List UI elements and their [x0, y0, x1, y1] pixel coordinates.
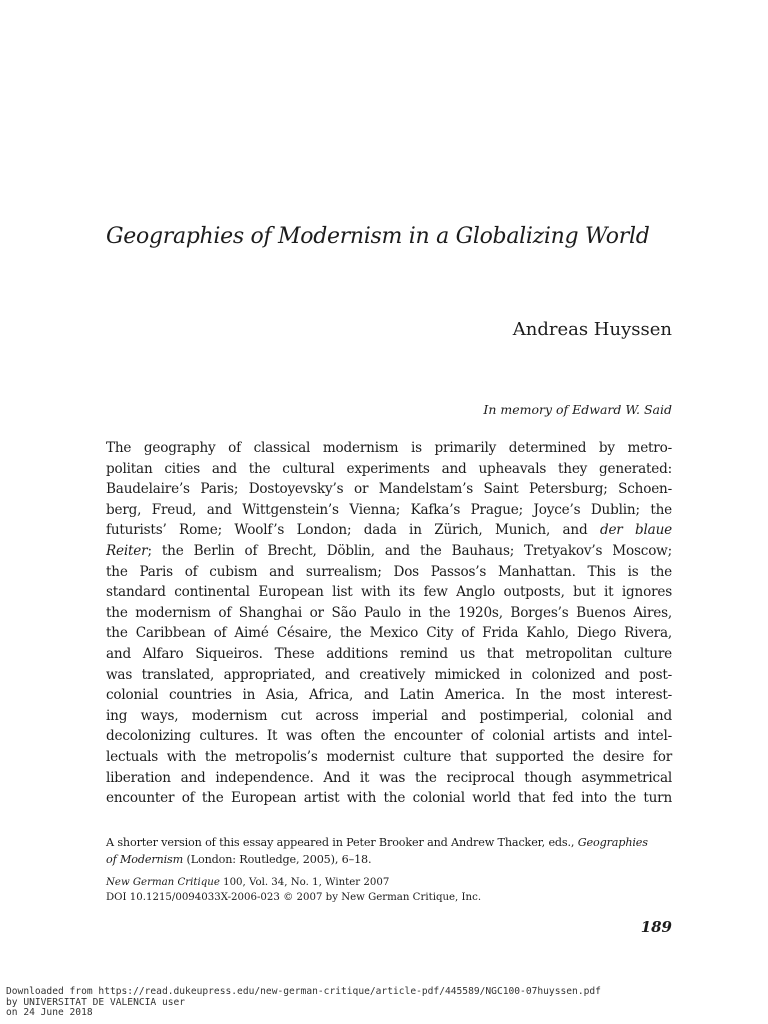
body-line	[106, 644, 672, 665]
body-text: encounter of the European artist with the colonial world that fed into the turn	[106, 790, 672, 807]
footnote-line	[106, 851, 672, 868]
article-title: Geographies of Modernism in a Globalizing World	[106, 224, 650, 249]
body-text: politan cities and the cultural experiments and upheavals they generated:	[106, 460, 672, 477]
footnote-text: A shorter version of this essay appeared in Peter Brooker and Andrew Thacker, eds.,	[106, 836, 578, 849]
journal-doi: DOI 10.1215/0094033X-2006-023 © 2007 by New German Critique, Inc.	[106, 891, 482, 903]
body-text: the modernism of Shanghai or São Paulo in the 1920s, Borges’s Buenos Aires,	[106, 604, 672, 621]
dedication: In memory of Edward W. Said	[483, 402, 672, 417]
body-text: lectuals with the metropolis’s modernist culture that supported the desire for	[106, 748, 672, 765]
journal-name: New German Critique	[106, 877, 220, 888]
download-user: by UNIVERSITAT DE VALENCIA user	[6, 996, 186, 1008]
download-url: Downloaded from https://read.dukeupress.edu/new-german-critique/article-pdf/445589/NGC100-07huyssen.pdf	[6, 986, 601, 997]
body-text: liberation and independence. And it was the reciprocal though asymmetrical	[106, 769, 672, 786]
body-line	[106, 438, 672, 459]
body-text: The geography of classical modernism is primarily determined by metro-	[106, 440, 672, 456]
download-date: on 24 June 2018	[6, 1007, 93, 1019]
body-line	[106, 603, 672, 624]
body-text: the Caribbean of Aimé Césaire, the Mexico City of Frida Kahlo, Diego Rivera,	[106, 625, 672, 642]
body-text: futurists’ Rome; Woolf’s London; dada in Zürich, Munich, and	[106, 522, 600, 539]
body-text: Baudelaire’s Paris; Dostoyevsky’s or Mandelstam’s Saint Petersburg; Schoen-	[106, 481, 672, 498]
body-line	[106, 665, 672, 686]
body-text: the Paris of cubism and surrealism; Dos Passos’s Manhattan. This is the	[106, 563, 672, 580]
download-notice	[6, 987, 706, 1019]
body-line	[106, 459, 672, 480]
body-line	[106, 747, 672, 768]
body-line	[106, 582, 672, 603]
body-text: berg, Freud, and Wittgenstein’s Vienna; Kafka’s Prague; Joyce’s Dublin; the	[106, 501, 672, 518]
body-text: ; the Berlin of Brecht, Döblin, and the Bauhaus; Tretyakov’s Moscow;	[147, 542, 672, 559]
body-paragraph	[106, 438, 672, 809]
body-emphasis: Reiter	[106, 542, 148, 559]
body-line	[106, 562, 672, 583]
body-text: ing ways, modernism cut across imperial and postimperial, colonial and	[106, 707, 672, 724]
body-line	[106, 768, 672, 789]
author-name: Andreas Huyssen	[512, 319, 672, 340]
body-text: colonial countries in Asia, Africa, and Latin America. In the most interest-	[106, 687, 672, 704]
body-line	[106, 623, 672, 644]
body-line	[106, 788, 672, 809]
journal-info	[106, 876, 672, 905]
journal-issue-line	[106, 876, 672, 891]
body-line	[106, 685, 672, 706]
body-text: and Alfaro Siqueiros. These additions remind us that metropolitan culture	[106, 645, 672, 662]
body-text: was translated, appropriated, and creatively mimicked in colonized and post-	[106, 666, 672, 683]
body-line	[106, 479, 672, 500]
body-line	[106, 520, 672, 541]
page-number: 189	[640, 918, 672, 936]
journal-issue: 100, Vol. 34, No. 1, Winter 2007	[219, 877, 390, 888]
body-line	[106, 706, 672, 727]
body-line	[106, 541, 672, 562]
footnote	[106, 834, 672, 868]
body-line	[106, 500, 672, 521]
footnote-line	[106, 834, 672, 851]
body-line	[106, 726, 672, 747]
body-emphasis: der blaue	[599, 522, 672, 539]
body-text: standard continental European list with its few Anglo outposts, but it ignores	[106, 584, 672, 601]
footnote-text: (London: Routledge, 2005), 6–18.	[183, 853, 372, 866]
footnote-book-title: of Modernism	[106, 853, 184, 866]
body-text: decolonizing cultures. It was often the encounter of colonial artists and intel-	[106, 728, 672, 745]
footnote-book-title: Geographies	[577, 836, 648, 849]
